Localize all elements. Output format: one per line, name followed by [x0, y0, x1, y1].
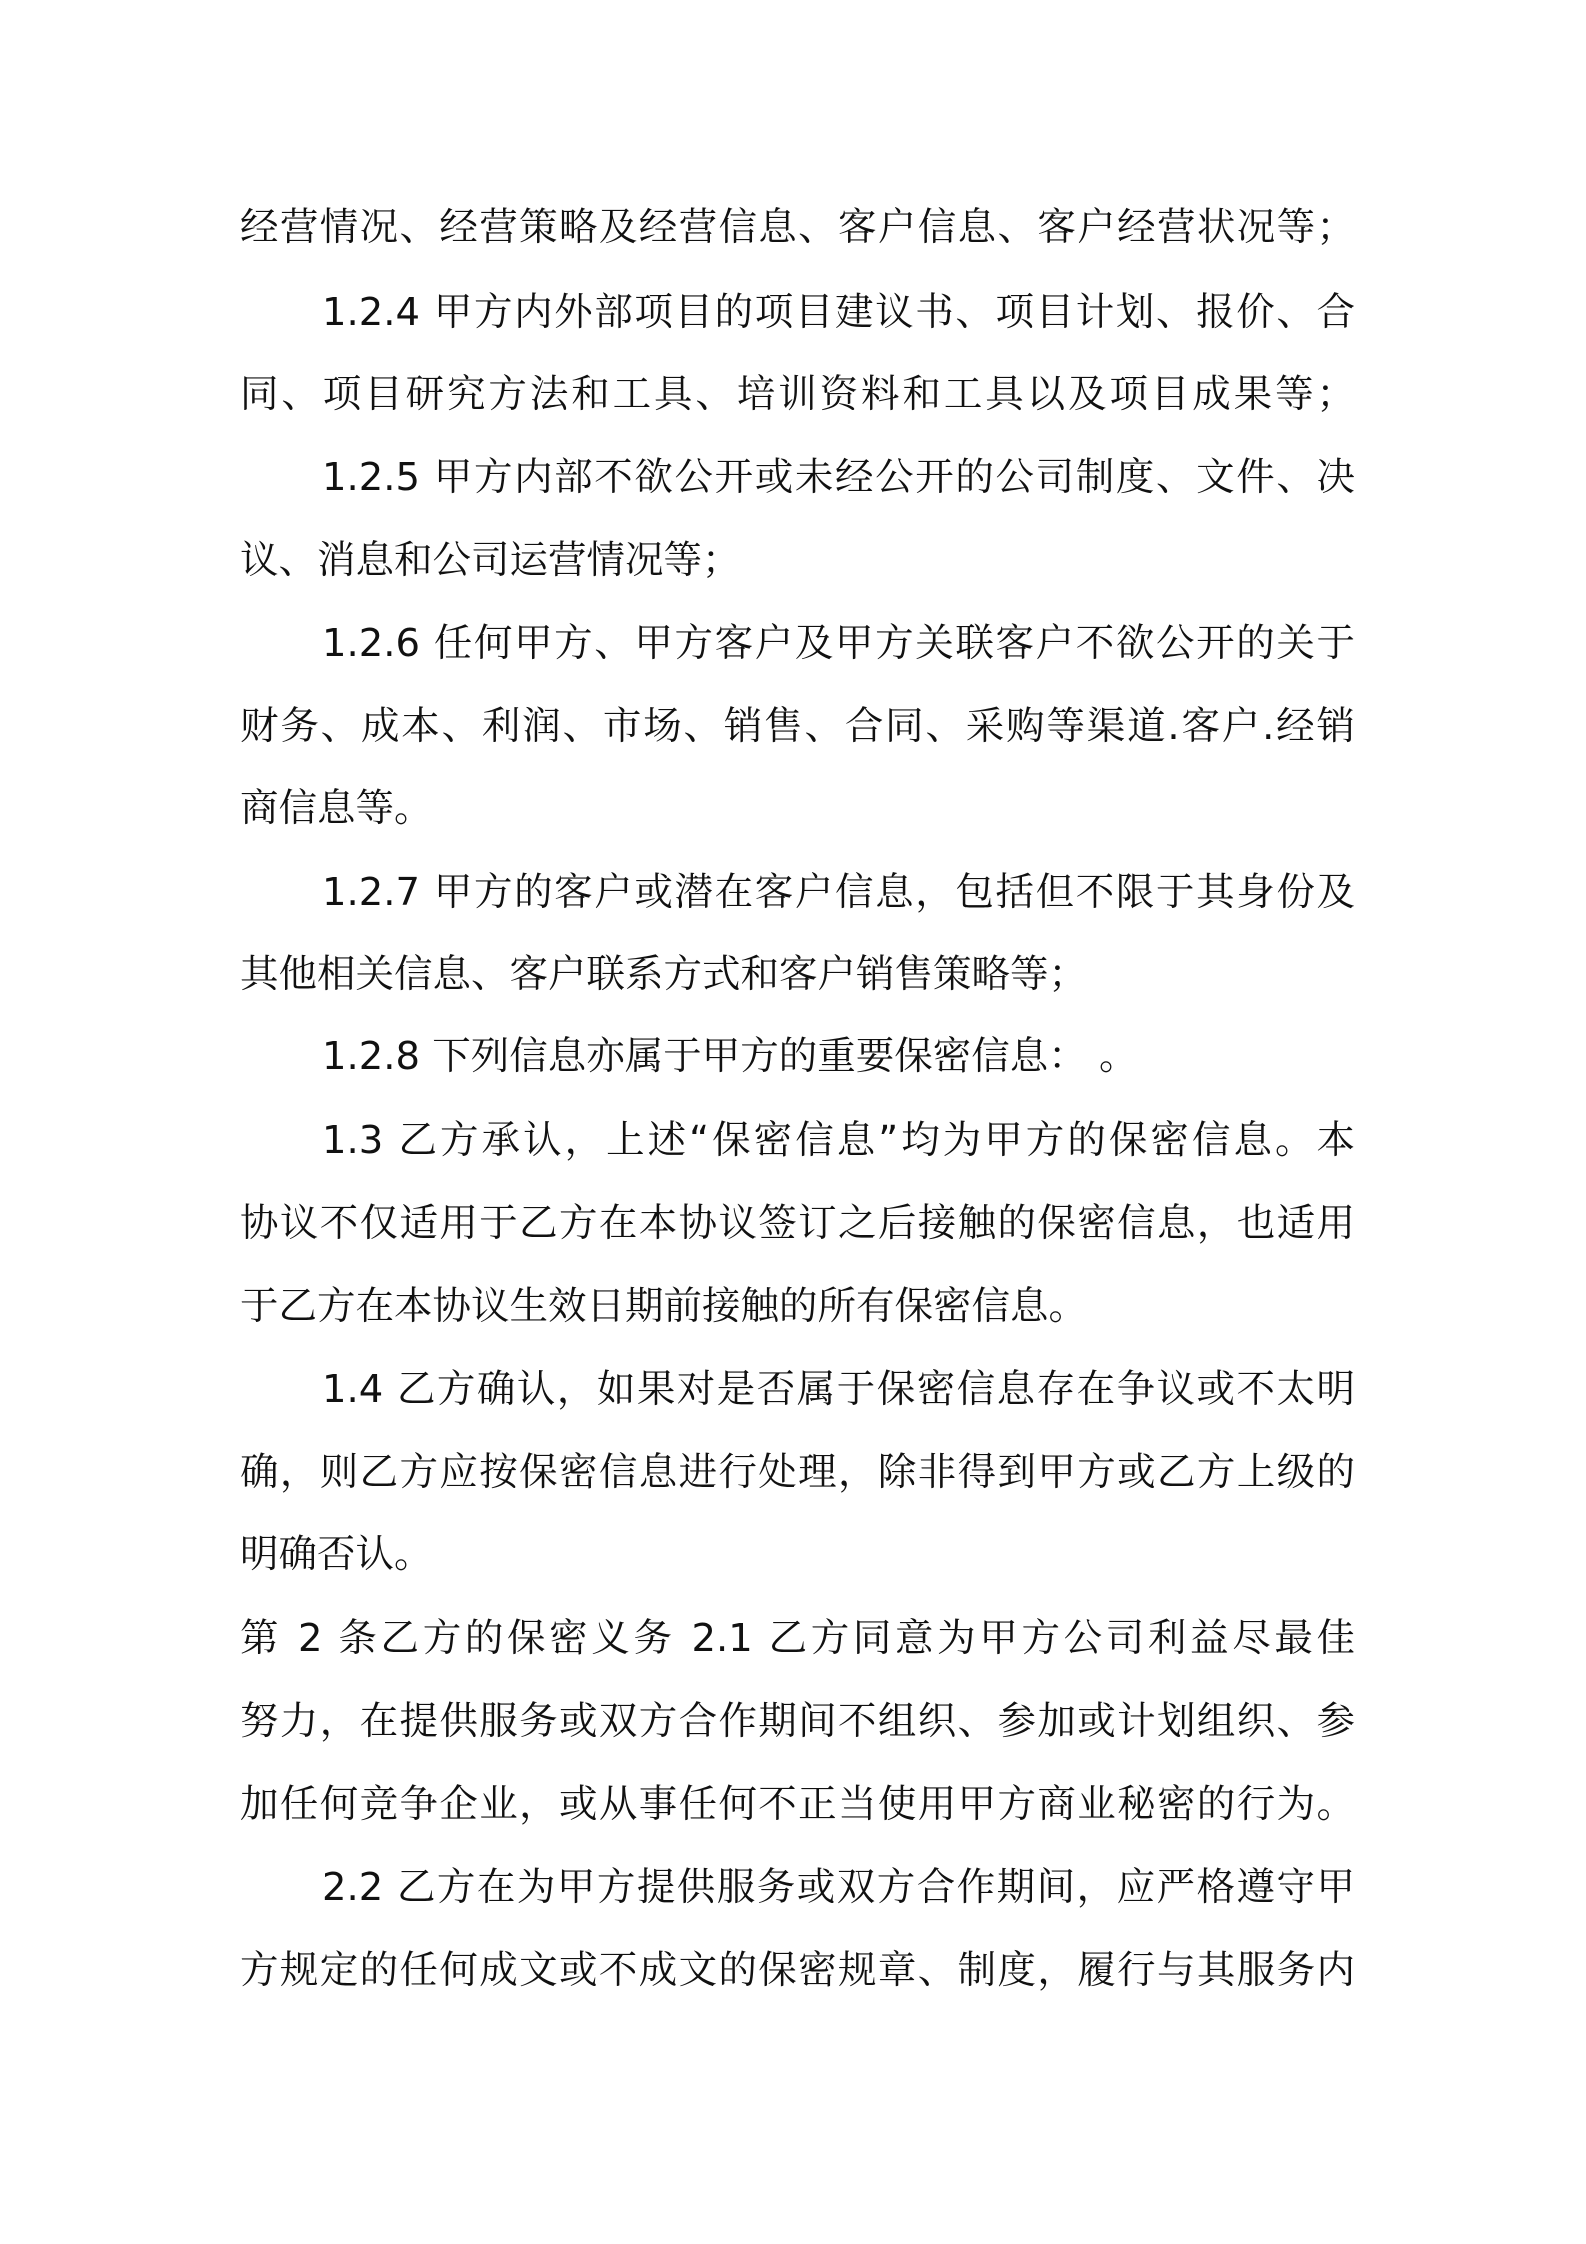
text-line: 1.2.7 甲方的客户或潜在客户信息，包括但不限于其身份及: [322, 870, 1355, 915]
text-line: 加任何竞争企业，或从事任何不正当使用甲方商业秘密的行为。: [240, 1782, 1355, 1827]
text-line: 其他相关信息、客户联系方式和客户销售策略等；: [240, 952, 1088, 997]
text-line: 经营情况、经营策略及经营信息、客户信息、客户经营状况等；: [240, 205, 1355, 250]
text-line: 商信息等。: [240, 786, 433, 831]
text-line: 第 2 条乙方的保密义务 2.1 乙方同意为甲方公司利益尽最佳: [240, 1616, 1355, 1661]
text-line: 1.4 乙方确认，如果对是否属于保密信息存在争议或不太明: [322, 1367, 1355, 1412]
text-line: 财务、成本、利润、市场、销售、合同、采购等渠道.客户.经销: [240, 704, 1355, 749]
text-line: 方规定的任何成文或不成文的保密规章、制度，履行与其服务内: [240, 1948, 1355, 1993]
text-line: 努力，在提供服务或双方合作期间不组织、参加或计划组织、参: [240, 1699, 1355, 1744]
text-line: 于乙方在本协议生效日期前接触的所有保密信息。: [240, 1284, 1088, 1329]
text-line: 协议不仅适用于乙方在本协议签订之后接触的保密信息，也适用: [240, 1201, 1355, 1246]
text-line: 1.3 乙方承认，上述“保密信息”均为甲方的保密信息。本: [322, 1118, 1355, 1163]
text-line: 同、项目研究方法和工具、培训资料和工具以及项目成果等；: [240, 372, 1355, 417]
text-line: 议、消息和公司运营情况等；: [240, 538, 741, 583]
text-line: 1.2.4 甲方内外部项目的项目建议书、项目计划、报价、合: [322, 290, 1355, 335]
text-line: 1.2.8 下列信息亦属于甲方的重要保密信息： 。: [322, 1034, 1138, 1079]
text-line: 明确否认。: [240, 1532, 433, 1577]
text-line: 1.2.5 甲方内部不欲公开或未经公开的公司制度、文件、决: [322, 455, 1355, 500]
text-line: 确，则乙方应按保密信息进行处理，除非得到甲方或乙方上级的: [240, 1450, 1355, 1495]
text-line: 1.2.6 任何甲方、甲方客户及甲方关联客户不欲公开的关于: [322, 621, 1355, 666]
text-line: 2.2 乙方在为甲方提供服务或双方合作期间，应严格遵守甲: [322, 1865, 1355, 1910]
